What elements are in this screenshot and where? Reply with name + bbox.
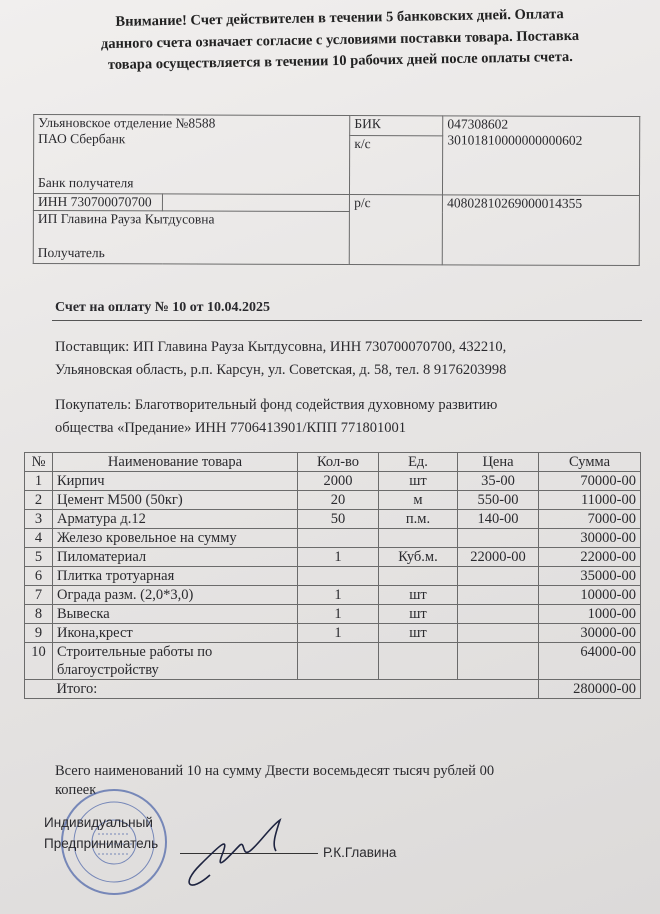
buyer-line: общества «Предание» ИНН 7706413901/КПП 771801001 xyxy=(55,420,406,436)
item-quantity: 50 xyxy=(298,510,379,529)
table-header xyxy=(25,453,641,472)
item-quantity: 1 xyxy=(298,605,379,624)
item-unit xyxy=(379,567,458,586)
col-header: № xyxy=(25,453,53,472)
validity-notice xyxy=(39,3,640,78)
recipient-cell xyxy=(33,210,349,264)
bik-ks-values xyxy=(443,116,640,196)
bank-details-table xyxy=(33,114,641,266)
item-price: 22000-00 xyxy=(458,548,539,567)
supplier-line: Поставщик: ИП Главина Рауза Кытдусовна, ИНН 730700070700, 432210, xyxy=(55,339,507,355)
col-header: Наименование товара xyxy=(53,453,298,472)
title-divider xyxy=(52,320,642,321)
bank-name: ПАО Сбербанк xyxy=(38,130,126,147)
table-row xyxy=(25,491,641,510)
table-row xyxy=(25,643,641,680)
item-price: 550-00 xyxy=(458,491,539,510)
bik-label: БИК xyxy=(350,116,443,136)
total-value: 280000-00 xyxy=(539,680,641,699)
item-unit: шт xyxy=(379,624,458,643)
row-number: 2 xyxy=(25,491,53,510)
item-price: 35-00 xyxy=(458,472,539,491)
item-quantity xyxy=(298,567,379,586)
item-unit xyxy=(379,643,458,680)
table-row xyxy=(25,624,641,643)
supplier-line: Ульяновская область, р.п. Карсун, ул. Советская, д. 58, тел. 8 9176203998 xyxy=(55,362,507,378)
total-empty xyxy=(25,680,53,699)
item-quantity: 1 xyxy=(298,548,379,567)
row-number: 3 xyxy=(25,510,53,529)
ks-label: к/с xyxy=(350,136,443,195)
table-row xyxy=(25,510,641,529)
supplier-info xyxy=(55,336,645,382)
item-unit: шт xyxy=(379,472,458,491)
bik-value: 047308602 xyxy=(447,116,509,132)
bank-label: Банк получателя xyxy=(37,174,134,191)
item-sum: 64000-00 xyxy=(539,643,641,680)
row-number: 7 xyxy=(25,586,53,605)
handwritten-signature xyxy=(180,815,300,895)
buyer-info xyxy=(55,394,645,440)
item-price xyxy=(458,529,539,548)
item-quantity xyxy=(298,529,379,548)
invoice-title: Счет на оплату № 10 от 10.04.2025 xyxy=(55,300,270,315)
ks-value: 30101810000000000602 xyxy=(447,132,583,148)
item-price: 140-00 xyxy=(458,510,539,529)
item-price xyxy=(458,643,539,680)
items-table xyxy=(24,452,641,699)
total-row xyxy=(25,680,641,699)
item-name: Железо кровельное на сумму xyxy=(53,529,298,548)
row-number: 6 xyxy=(25,567,53,586)
col-header: Сумма xyxy=(539,453,641,472)
table-row xyxy=(25,567,641,586)
table-row xyxy=(25,605,641,624)
row-number: 8 xyxy=(25,605,53,624)
row-number: 10 xyxy=(25,643,53,680)
buyer-line: Покупатель: Благотворительный фонд содействия духовному развитию xyxy=(55,397,498,413)
item-name: Арматура д.12 xyxy=(53,510,298,529)
item-name: Ограда разм. (2,0*3,0) xyxy=(53,586,298,605)
item-sum: 22000-00 xyxy=(539,548,641,567)
item-name: Кирпич xyxy=(53,472,298,491)
recipient-label: Получатель xyxy=(37,244,105,261)
table-row xyxy=(25,472,641,491)
item-unit xyxy=(379,529,458,548)
item-sum: 11000-00 xyxy=(539,491,641,510)
item-unit: м xyxy=(379,491,458,510)
bank-branch: Ульяновское отделение №8588 xyxy=(38,114,216,131)
item-quantity: 1 xyxy=(298,624,379,643)
item-price xyxy=(458,605,539,624)
table-row xyxy=(25,548,641,567)
item-sum: 30000-00 xyxy=(539,529,641,548)
signature-role xyxy=(44,812,158,854)
item-name: Вывеска xyxy=(53,605,298,624)
signatory-name: Р.К.Главина xyxy=(323,845,397,860)
rs-value: 40802810269000014355 xyxy=(442,195,639,266)
bank-cell xyxy=(33,114,349,194)
item-quantity: 20 xyxy=(298,491,379,510)
item-unit: п.м. xyxy=(379,510,458,529)
role-line: Индивидуальный xyxy=(44,815,153,830)
notice-line: Внимание! Счет действителен в течении 5 банковских дней. Оплата xyxy=(115,6,564,30)
table-row xyxy=(25,529,641,548)
item-unit: Куб.м. xyxy=(379,548,458,567)
item-name: Икона,крест xyxy=(53,624,298,643)
role-line: Предприниматель xyxy=(44,836,159,851)
col-header: Ед. xyxy=(379,453,458,472)
empty-cell xyxy=(162,194,349,212)
row-number: 1 xyxy=(25,472,53,491)
item-sum: 10000-00 xyxy=(539,586,641,605)
item-sum: 1000-00 xyxy=(539,605,641,624)
item-sum: 7000-00 xyxy=(539,510,641,529)
recipient-name: ИП Главина Рауза Кытдусовна xyxy=(37,210,215,227)
inn-cell: ИНН 730700070700 xyxy=(33,193,162,210)
item-price xyxy=(458,567,539,586)
item-name: Плитка тротуарная xyxy=(53,567,298,586)
item-unit: шт xyxy=(379,605,458,624)
row-number: 9 xyxy=(25,624,53,643)
item-quantity: 1 xyxy=(298,586,379,605)
notice-line: товара осуществляется в течении 10 рабочих дней после оплаты счета. xyxy=(107,48,573,74)
col-header: Кол-во xyxy=(298,453,379,472)
item-price xyxy=(458,624,539,643)
rs-label: р/с xyxy=(349,195,442,265)
item-sum: 70000-00 xyxy=(539,472,641,491)
notice-line: данного счета означает согласие с условиями поставки товара. Поставка xyxy=(100,27,580,52)
summary-line: Всего наименований 10 на сумму Двести восемьдесят тысяч рублей 00 xyxy=(55,763,495,779)
item-unit: шт xyxy=(379,586,458,605)
row-number: 4 xyxy=(25,529,53,548)
item-name: Пиломатериал xyxy=(53,548,298,567)
summary-line: копеек xyxy=(55,782,97,798)
col-header: Цена xyxy=(458,453,539,472)
item-name: Строительные работы по благоустройству xyxy=(53,643,298,680)
table-row xyxy=(25,586,641,605)
total-label: Итого: xyxy=(53,680,539,699)
item-sum: 35000-00 xyxy=(539,567,641,586)
row-number: 5 xyxy=(25,548,53,567)
item-price xyxy=(458,586,539,605)
item-name: Цемент М500 (50кг) xyxy=(53,491,298,510)
item-sum: 30000-00 xyxy=(539,624,641,643)
item-quantity xyxy=(298,643,379,680)
item-quantity: 2000 xyxy=(298,472,379,491)
